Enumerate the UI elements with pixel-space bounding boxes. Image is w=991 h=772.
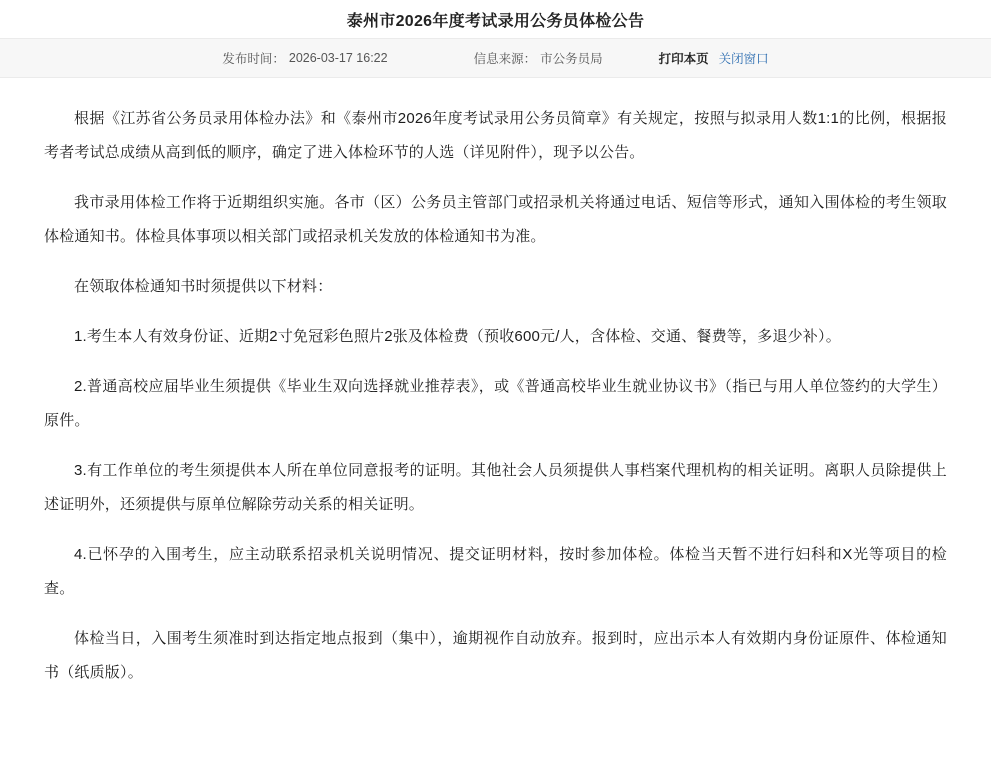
publish-time-value: 2026-03-17 16:22 <box>288 51 388 65</box>
info-source-label: 信息来源： <box>473 52 537 66</box>
paragraph: 2.普通高校应届毕业生须提供《毕业生双向选择就业推荐表》，或《普通高校毕业生就业协议书》（指已与用人单位签约的大学生）原件。 <box>44 378 947 429</box>
paragraph: 3.有工作单位的考生须提供本人所在单位同意报考的证明。其他社会人员须提供人事档案代理机构的相关证明。离职人员除提供上述证明外，还须提供与原单位解除劳动关系的相关证明。 <box>44 462 947 513</box>
paragraph: 体检当日，入围考生须准时到达指定地点报到（集中），逾期视作自动放弃。报到时，应出示本人有效期内身份证原件、体检通知书（纸质版）。 <box>44 630 947 681</box>
paragraph: 4.已怀孕的入围考生，应主动联系招录机关说明情况、提交证明材料，按时参加体检。体检当天暂不进行妇科和X光等项目的检查。 <box>44 546 947 597</box>
meta-bar <box>0 38 991 78</box>
title-bar <box>0 0 991 38</box>
paragraph: 在领取体检通知书时须提供以下材料： <box>74 278 333 295</box>
close-window-link[interactable]: 关闭窗口 <box>718 51 769 66</box>
page-title: 泰州市2026年度考试录用公务员体检公告 <box>346 12 645 30</box>
announcement-body <box>0 78 991 710</box>
paragraph: 根据《江苏省公务员录用体检办法》和《泰州市2026年度考试录用公务员简章》有关规定，按照与拟录用人数1:1的比例，根据报考者考试总成绩从高到低的顺序，确定了进入体检环节的人选（详见附件），现予以公告。 <box>44 110 947 161</box>
publish-time <box>222 49 387 67</box>
paragraph: 1.考生本人有效身份证、近期2寸免冠彩色照片2张及体检费（预收600元/人，含体检、交通、餐费等，多退少补）。 <box>74 328 841 345</box>
paragraph: 我市录用体检工作将于近期组织实施。各市（区）公务员主管部门或招录机关将通过电话、短信等形式，通知入围体检的考生领取体检通知书。体检具体事项以相关部门或招录机关发放的体检通知书为准。 <box>44 194 947 245</box>
page-actions <box>659 49 769 68</box>
info-source <box>474 49 603 67</box>
print-page-button[interactable]: 打印本页 <box>658 52 709 66</box>
publish-time-label: 发布时间： <box>222 52 285 66</box>
info-source-value: 市公务员局 <box>540 52 603 66</box>
